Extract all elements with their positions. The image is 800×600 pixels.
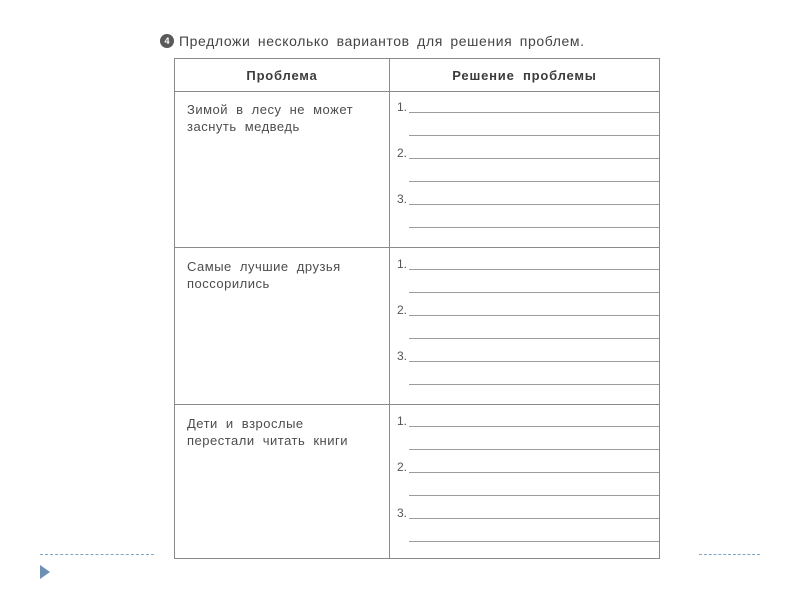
answer-line[interactable] — [409, 426, 659, 427]
answer-line[interactable] — [409, 158, 659, 159]
solution-item — [397, 300, 659, 346]
task-number-badge: 4 — [160, 34, 174, 48]
solution-item — [397, 503, 659, 549]
slide-divider-right — [699, 554, 760, 555]
problem-text: Самые лучшие друзья поссорились — [187, 259, 341, 291]
solution-number: 3. — [397, 192, 408, 206]
solution-number: 1. — [397, 257, 408, 271]
solution-item — [397, 97, 659, 143]
answer-line[interactable] — [409, 361, 659, 362]
table-header-row — [175, 59, 659, 92]
answer-line[interactable] — [409, 541, 659, 542]
solution-number: 3. — [397, 506, 408, 520]
table-row — [175, 91, 659, 248]
task-header — [160, 33, 585, 49]
answer-line[interactable] — [409, 204, 659, 205]
header-problem: Проблема — [246, 67, 318, 83]
solution-item — [397, 457, 659, 503]
solution-list — [397, 97, 659, 235]
solution-item — [397, 189, 659, 235]
answer-line[interactable] — [409, 181, 659, 182]
solution-number: 1. — [397, 414, 408, 428]
answer-line[interactable] — [409, 292, 659, 293]
solution-item — [397, 346, 659, 392]
task-instruction: Предложи несколько вариантов для решения проблем. — [179, 33, 585, 49]
solution-number: 3. — [397, 349, 408, 363]
answer-line[interactable] — [409, 269, 659, 270]
answer-line[interactable] — [409, 135, 659, 136]
answer-line[interactable] — [409, 495, 659, 496]
answer-line[interactable] — [409, 338, 659, 339]
answer-line[interactable] — [409, 518, 659, 519]
solution-number: 1. — [397, 100, 408, 114]
slide-divider-left — [40, 554, 154, 555]
table-row — [175, 248, 659, 405]
problem-text: Дети и взрослые перестали читать книги — [187, 416, 348, 448]
answer-line[interactable] — [409, 449, 659, 450]
problems-table — [174, 58, 660, 559]
header-solution: Решение проблемы — [452, 67, 597, 83]
solution-number: 2. — [397, 303, 408, 317]
answer-line[interactable] — [409, 384, 659, 385]
triangle-right-icon[interactable] — [40, 565, 50, 579]
solution-number: 2. — [397, 460, 408, 474]
answer-line[interactable] — [409, 472, 659, 473]
table-row — [175, 405, 659, 561]
solution-number: 2. — [397, 146, 408, 160]
solution-item — [397, 143, 659, 189]
problem-text: Зимой в лесу не может заснуть медведь — [187, 102, 354, 134]
answer-line[interactable] — [409, 112, 659, 113]
solution-list — [397, 254, 659, 392]
answer-line[interactable] — [409, 227, 659, 228]
solution-item — [397, 411, 659, 457]
answer-line[interactable] — [409, 315, 659, 316]
solution-item — [397, 254, 659, 300]
solution-list — [397, 411, 659, 549]
